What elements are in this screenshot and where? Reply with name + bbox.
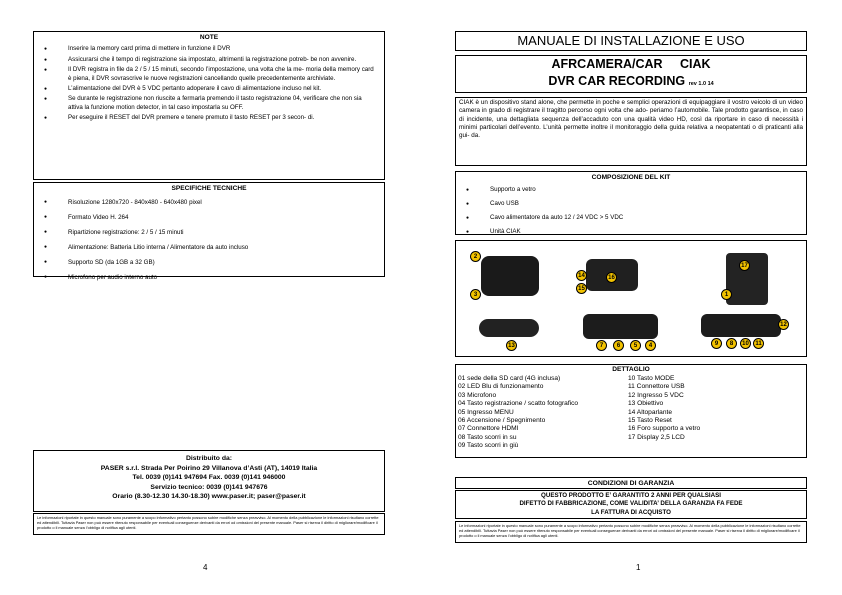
- callout-badge: 8: [726, 338, 737, 349]
- detail-item: 03 Microfono: [458, 391, 497, 399]
- warranty-box: [455, 490, 807, 519]
- spec-item: ● Microfono per audio interno auto: [40, 271, 378, 284]
- spec-item: ● Ripartizione registrazione: 2 / 5 / 15 minuti: [40, 226, 378, 239]
- detail-item: 02 LED Blu di funzionamento: [458, 383, 544, 391]
- callout-badge: 15: [576, 283, 587, 294]
- warranty-line: DIFETTO DI FABBRICAZIONE, COME VALIDITA’ DELLA GARANZIA FA FEDE: [519, 500, 743, 508]
- detail-item: 12 Ingresso 5 VDC: [628, 391, 684, 399]
- camera-lens-photo: [479, 319, 539, 337]
- detail-item: 01 sede della SD card (4G inclusa): [458, 375, 561, 382]
- warranty-title: CONDIZIONI DI GARANZIA: [455, 477, 807, 489]
- product-title-box: [455, 55, 807, 93]
- detail-item: 15 Tasto Reset: [628, 417, 672, 425]
- camera-front-photo: [583, 314, 658, 339]
- specs-list: [40, 196, 378, 284]
- right-disclaimer: Le informazioni riportate in questo manuale sono puramente a scopo informativo pertanto possono subire modifiche senza preavviso. Al momento della pubblicazione le informazioni risultano corrette ed attendibili. Tuttavia Paser non può essere ritenuto responsabile per eventuali conseguenze derivanti da errori od omissioni del presente manuale. Paser si riserva il diritto di migliorare/modificare il prodotto o il manuale senza l’obbligo di notifica agli utenti.: [455, 521, 807, 543]
- note-item: ● Per eseguire il RESET del DVR premere e tenere premuto il tasto RESET per 3 secon- di.: [40, 114, 378, 122]
- spec-item: ● Risoluzione 1280x720 - 840x480 - 640x480 pixel: [40, 196, 378, 209]
- notes-list: [40, 45, 378, 122]
- callout-badge: 14: [576, 270, 587, 281]
- warranty-line: QUESTO PRODOTTO E’ GARANTITO 2 ANNI PER QUALSIASI: [541, 492, 721, 499]
- detail-box: [455, 364, 807, 458]
- detail-item: 10 Tasto MODE: [628, 375, 675, 382]
- spec-item: ● Supporto SD (da 1GB a 32 GB): [40, 256, 378, 269]
- intro-box: CIAK è un dispositivo stand alone, che permette in poche e semplici operazioni di equipaggiare il vostro veicolo di un video camera in grado di registrare il tragitto percorso ogni volta che ado- periamo l’automobile. Tale prodotto garantisce, in caso di incidente, una dettagliata sequenza dell’accaduto con una qualità video HD, così da riportare in caso di necessità i minimi particolari dell’evento. L’unità permette inoltre il monitoraggio della guida relativa a neopatentati o di praticanti alla gui- da.: [455, 97, 807, 166]
- note-item: ● L’alimentazione del DVR è 5 VDC pertanto adoperare il cavo di alimentazione incluso nel kit.: [40, 85, 378, 93]
- kit-list: [462, 184, 800, 238]
- callout-badge: 9: [711, 338, 722, 349]
- callout-badge: 4: [645, 340, 656, 351]
- distributor-line: Servizio tecnico: 0039 (0)141 947676: [150, 483, 268, 491]
- callout-badge: 17: [739, 260, 750, 271]
- detail-item: 17 Display 2,5 LCD: [628, 433, 685, 441]
- product-photos: [455, 240, 807, 357]
- callout-badge: 16: [606, 272, 617, 283]
- callout-badge: 13: [506, 340, 517, 351]
- note-item: ● Il DVR registra in file da 2 / 5 / 15 minuti, secondo l’impostazione, una volta che la me- moria della memory card è piena, il DVR sovrascrive le nuove registrazioni cancellando quelle precedentemente archiviate.: [40, 66, 378, 83]
- callout-badge: 3: [470, 289, 481, 300]
- notes-box: [33, 31, 385, 180]
- detail-item: 05 Ingresso MENU: [458, 408, 514, 416]
- callout-badge: 10: [740, 338, 751, 349]
- detail-item: 16 Foro supporto a vetro: [628, 425, 701, 433]
- page-number-right: 1: [636, 563, 641, 572]
- detail-item: 07 Connettore HDMI: [458, 425, 519, 433]
- callout-badge: 1: [721, 289, 732, 300]
- note-item: ● Inserire la memory card prima di mettere in funzione il DVR: [40, 45, 378, 53]
- kit-item: ● Unità CIAK: [462, 226, 800, 238]
- detail-item: 04 Tasto registrazione / scatto fotografico: [458, 400, 579, 408]
- note-item: ● Se durante le registrazione non riuscite a fermarla premendo il tasto registrazione 04, verificare che non sia attiva la funzione motion detector, in tal caso impostarla su OFF.: [40, 95, 378, 112]
- product-line-2: [456, 73, 806, 93]
- detail-item: 08 Tasto scorri in su: [458, 433, 517, 441]
- revision-label: rev 1.0 14: [688, 81, 714, 87]
- callout-badge: 5: [630, 340, 641, 351]
- detail-col-left: [458, 375, 578, 451]
- kit-title: COMPOSIZIONE DEL KIT: [591, 174, 671, 181]
- product-name: DVR CAR RECORDING: [548, 74, 686, 88]
- detail-item: 11 Connettore USB: [628, 383, 685, 391]
- detail-item: 13 Obiettivo: [628, 400, 664, 408]
- spec-item: ● Alimentazione: Batteria Litio interna / Alimentatore da auto incluso: [40, 241, 378, 254]
- camera-top-photo: [701, 314, 781, 337]
- distributor-line: PASER s.r.l. Strada Per Poirino 29 Villanova d’Asti (AT), 14019 Italia: [100, 464, 318, 472]
- kit-box: [455, 171, 807, 235]
- distributor-heading: Distribuito da:: [185, 455, 233, 462]
- callout-badge: 6: [613, 340, 624, 351]
- warranty-line: LA FATTURA DI ACQUISTO: [591, 508, 671, 516]
- left-disclaimer: Le informazioni riportate in questo manuale sono puramente a scopo informativo pertanto possono subire modifiche senza preavviso. Al momento della pubblicazione le informazioni risultano corrette ed attendibili. Tuttavia Paser non può essere ritenuto responsabile per eventuali conseguenze derivanti da errori od omissioni del presente manuale. Paser si riserva il diritto di migliorare/modificare il prodotto o il manuale senza l’obbligo di notifica agli utenti.: [33, 513, 385, 535]
- page-number-left: 4: [203, 563, 208, 572]
- detail-col-right: [628, 375, 700, 442]
- callout-badge: 12: [778, 319, 789, 330]
- specs-box: [33, 182, 385, 282]
- specs-title: SPECIFICHE TECNICHE: [171, 185, 247, 192]
- notes-title: NOTE: [199, 34, 219, 41]
- manual-title: MANUALE DI INSTALLAZIONE E USO: [455, 31, 807, 51]
- note-item: ● Assicurarsi che il tempo di registrazione sia impostato, altrimenti la registrazione potreb- be non avvenire.: [40, 56, 378, 64]
- kit-item: ● Cavo alimentatore da auto 12 / 24 VDC > 5 VDC: [462, 212, 800, 224]
- product-line-1: AFRCAMERA/CAR CIAK: [551, 57, 711, 71]
- kit-item: ● Cavo USB: [462, 198, 800, 210]
- distributor-line: Orario (8.30-12.30 14.30-18.30) www.paser.it; paser@paser.it: [112, 493, 306, 500]
- detail-item: 09 Tasto scorri in giù: [458, 442, 519, 450]
- callout-badge: 11: [753, 338, 764, 349]
- distributor-line: Tel. 0039 (0)141 947694 Fax. 0039 (0)141 946000: [132, 474, 286, 481]
- detail-item: 14 Altoparlante: [628, 408, 672, 416]
- callout-badge: 7: [596, 340, 607, 351]
- camera-side-photo: [481, 256, 539, 296]
- detail-item: 06 Accensione / Spegnimento: [458, 417, 546, 425]
- kit-item: ● Supporto a vetro: [462, 184, 800, 196]
- detail-title: DETTAGLIO: [612, 366, 650, 373]
- spec-item: ● Formato Video H. 264: [40, 211, 378, 224]
- distributor-box: [33, 450, 385, 512]
- callout-badge: 2: [470, 251, 481, 262]
